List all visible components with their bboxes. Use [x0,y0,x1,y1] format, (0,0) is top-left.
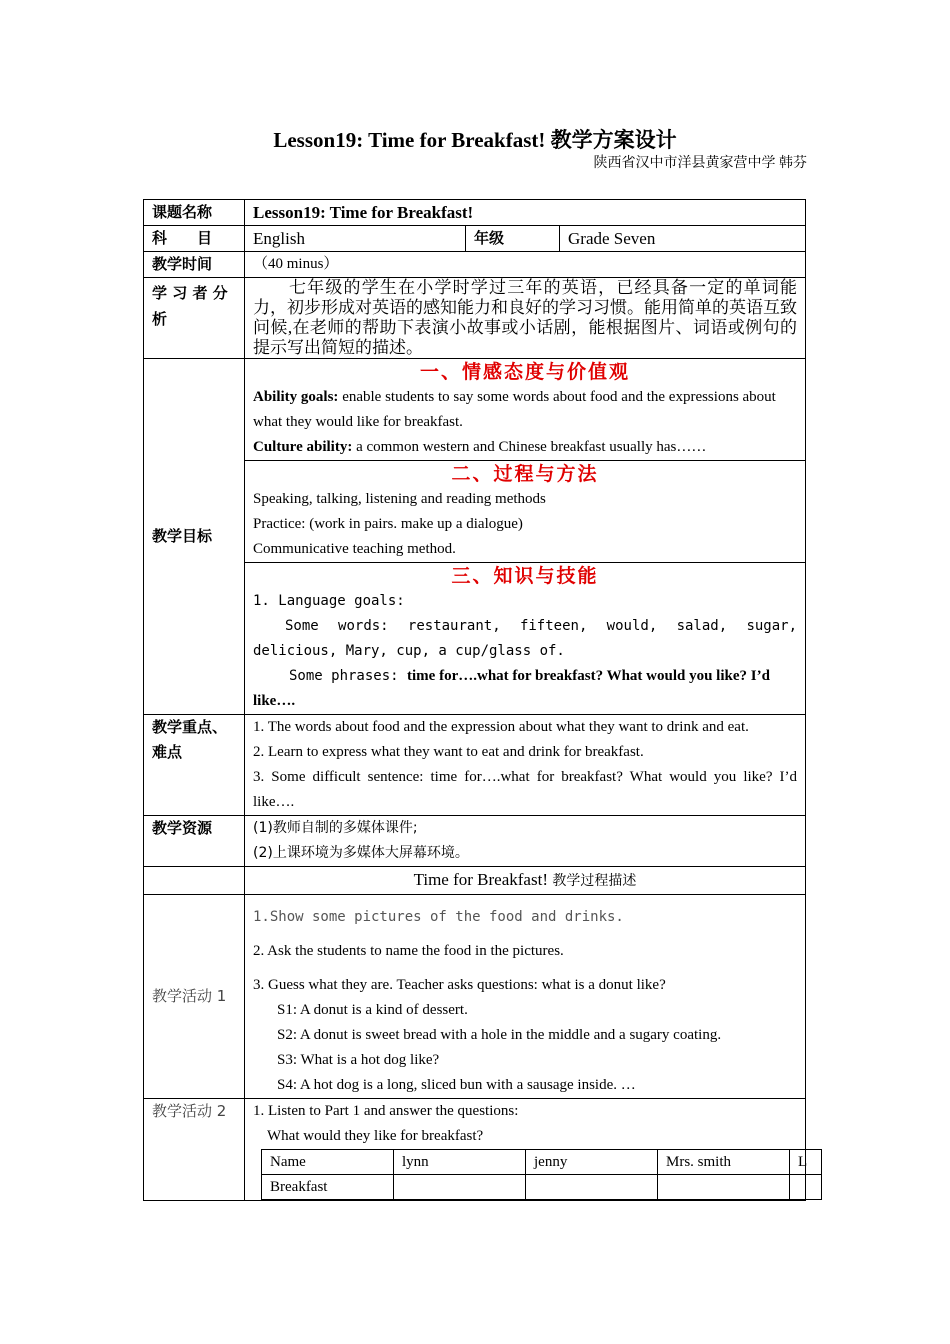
resources-row [144,816,806,867]
act1-step1: 1.Show some pictures of the food and drinks. [253,909,624,925]
culture-ability [253,435,797,460]
some-phrases [253,664,797,714]
resource-1: (1)教师自制的多媒体课件; [253,820,418,836]
activity-2-label: 教学活动 2 [144,1099,245,1201]
time-value: （40 minus） [245,252,806,278]
process-title-en: Time for Breakfast! [413,870,548,889]
activity-1-row [144,895,806,1099]
inner-header-cell: Mrs. smith [658,1150,790,1175]
inner-header-cell: L [790,1150,822,1175]
activity-1-label: 教学活动 1 [144,895,245,1099]
section2-heading: 二、过程与方法 [451,463,599,485]
goals-affective [245,359,806,461]
process-title-row [144,867,806,895]
goals-label: 教学目标 [144,359,245,715]
act1-step2: 2. Ask the students to name the food in the pictures. [253,943,564,959]
resources-label: 教学资源 [144,816,245,867]
topic-row [144,200,806,226]
grade-value: Grade Seven [560,226,806,252]
activity-1 [245,895,806,1099]
inner-row-cell [526,1175,658,1200]
breakfast-table-header [262,1150,822,1175]
section1-heading: 一、情感态度与价值观 [420,361,631,383]
key-point-1: 1. The words about food and the expression about what they want to drink and eat. [253,719,749,735]
inner-header-cell: jenny [526,1150,658,1175]
act1-s1: S1: A donut is a kind of dessert. [277,1002,468,1018]
inner-row-cell: Breakfast [262,1175,394,1200]
document-title: Lesson19: Time for Breakfast! 教学方案设计 [273,128,677,152]
act2-step1: 1. Listen to Part 1 and answer the questions: [253,1103,519,1119]
process-title [245,867,806,895]
act1-s2: S2: A donut is sweet bread with a hole in the middle and a sugary coating. [277,1027,722,1043]
inner-header-cell: Name [262,1150,394,1175]
process-title-cn: 教学过程描述 [547,873,637,889]
inner-header-cell: lynn [394,1150,526,1175]
goals-process [245,461,806,563]
key-point-2: 2. Learn to express what they want to eat and drink for breakfast. [253,744,644,760]
process-title-empty [144,867,245,895]
act1-step3: 3. Guess what they are. Teacher asks questions: what is a donut like? [253,977,666,993]
learner-label: 学 习 者 分 析 [144,278,245,359]
ability-goals [253,385,797,435]
activity-2 [245,1099,806,1201]
subject-value: English [245,226,466,252]
breakfast-table-row [262,1175,822,1200]
ability-label: Ability goals: [253,389,339,405]
key-points-label: 教学重点、难点 [144,715,245,816]
key-point-3: 3. Some difficult sentence: time for….what for breakfast? What would you like? I’d like…. [253,769,798,810]
learner-analysis: 七年级的学生在小学时学过三年的英语，已经具备一定的单词能力，初步形成对英语的感知能力和良好的学习习惯。能用简单的英语互致问候,在老师的帮助下表演小故事或小话剧，能根据图片、词语或例句的提示写出简短的描述。 [245,278,806,359]
key-points-row [144,715,806,816]
some-words: Some words: restaurant, fifteen, would, salad, sugar, delicious, Mary, cup, a cup/glass of. [253,618,798,659]
act1-s3: S3: What is a hot dog like? [277,1052,440,1068]
resources [245,816,806,867]
learner-row [144,278,806,359]
culture-text: a common western and Chinese breakfast usually has…… [352,439,707,455]
method-2: Practice: (work in pairs. make up a dialogue) [253,516,523,532]
method-1: Speaking, talking, listening and reading methods [253,491,546,507]
grade-label: 年级 [466,226,560,252]
culture-label: Culture ability: [253,439,353,455]
time-row [144,252,806,278]
resource-2: (2)上课环境为多媒体大屏幕环境。 [253,845,469,861]
breakfast-table [261,1149,822,1200]
activity-2-row [144,1099,806,1201]
inner-row-cell [790,1175,822,1200]
act2-question: What would they like for breakfast? [267,1128,484,1144]
author-line: 陕西省汉中市洋县黄家营中学 韩芬 [593,156,807,171]
inner-row-cell [658,1175,790,1200]
ability-text: enable students to say some words about food and the expressions about what they would like for breakfast. [253,389,776,430]
subject-label: 科 目 [144,226,245,252]
subject-row [144,226,806,252]
topic-value: Lesson19: Time for Breakfast! [245,200,806,226]
phrases-prefix: Some phrases: [289,668,408,684]
method-3: Communicative teaching method. [253,541,456,557]
topic-label: 课题名称 [144,200,245,226]
phrases-text: time for….what for breakfast? What would you like? I’d like…. [253,668,770,709]
section3-heading: 三、知识与技能 [451,565,599,587]
time-label: 教学时间 [144,252,245,278]
lesson-plan-table [143,199,806,1201]
inner-row-cell [394,1175,526,1200]
goals-row-1 [144,359,806,461]
act1-s4: S4: A hot dog is a long, sliced bun with a sausage inside. … [277,1077,636,1093]
language-goals: 1. Language goals: [253,593,405,609]
goals-knowledge [245,563,806,715]
key-points [245,715,806,816]
